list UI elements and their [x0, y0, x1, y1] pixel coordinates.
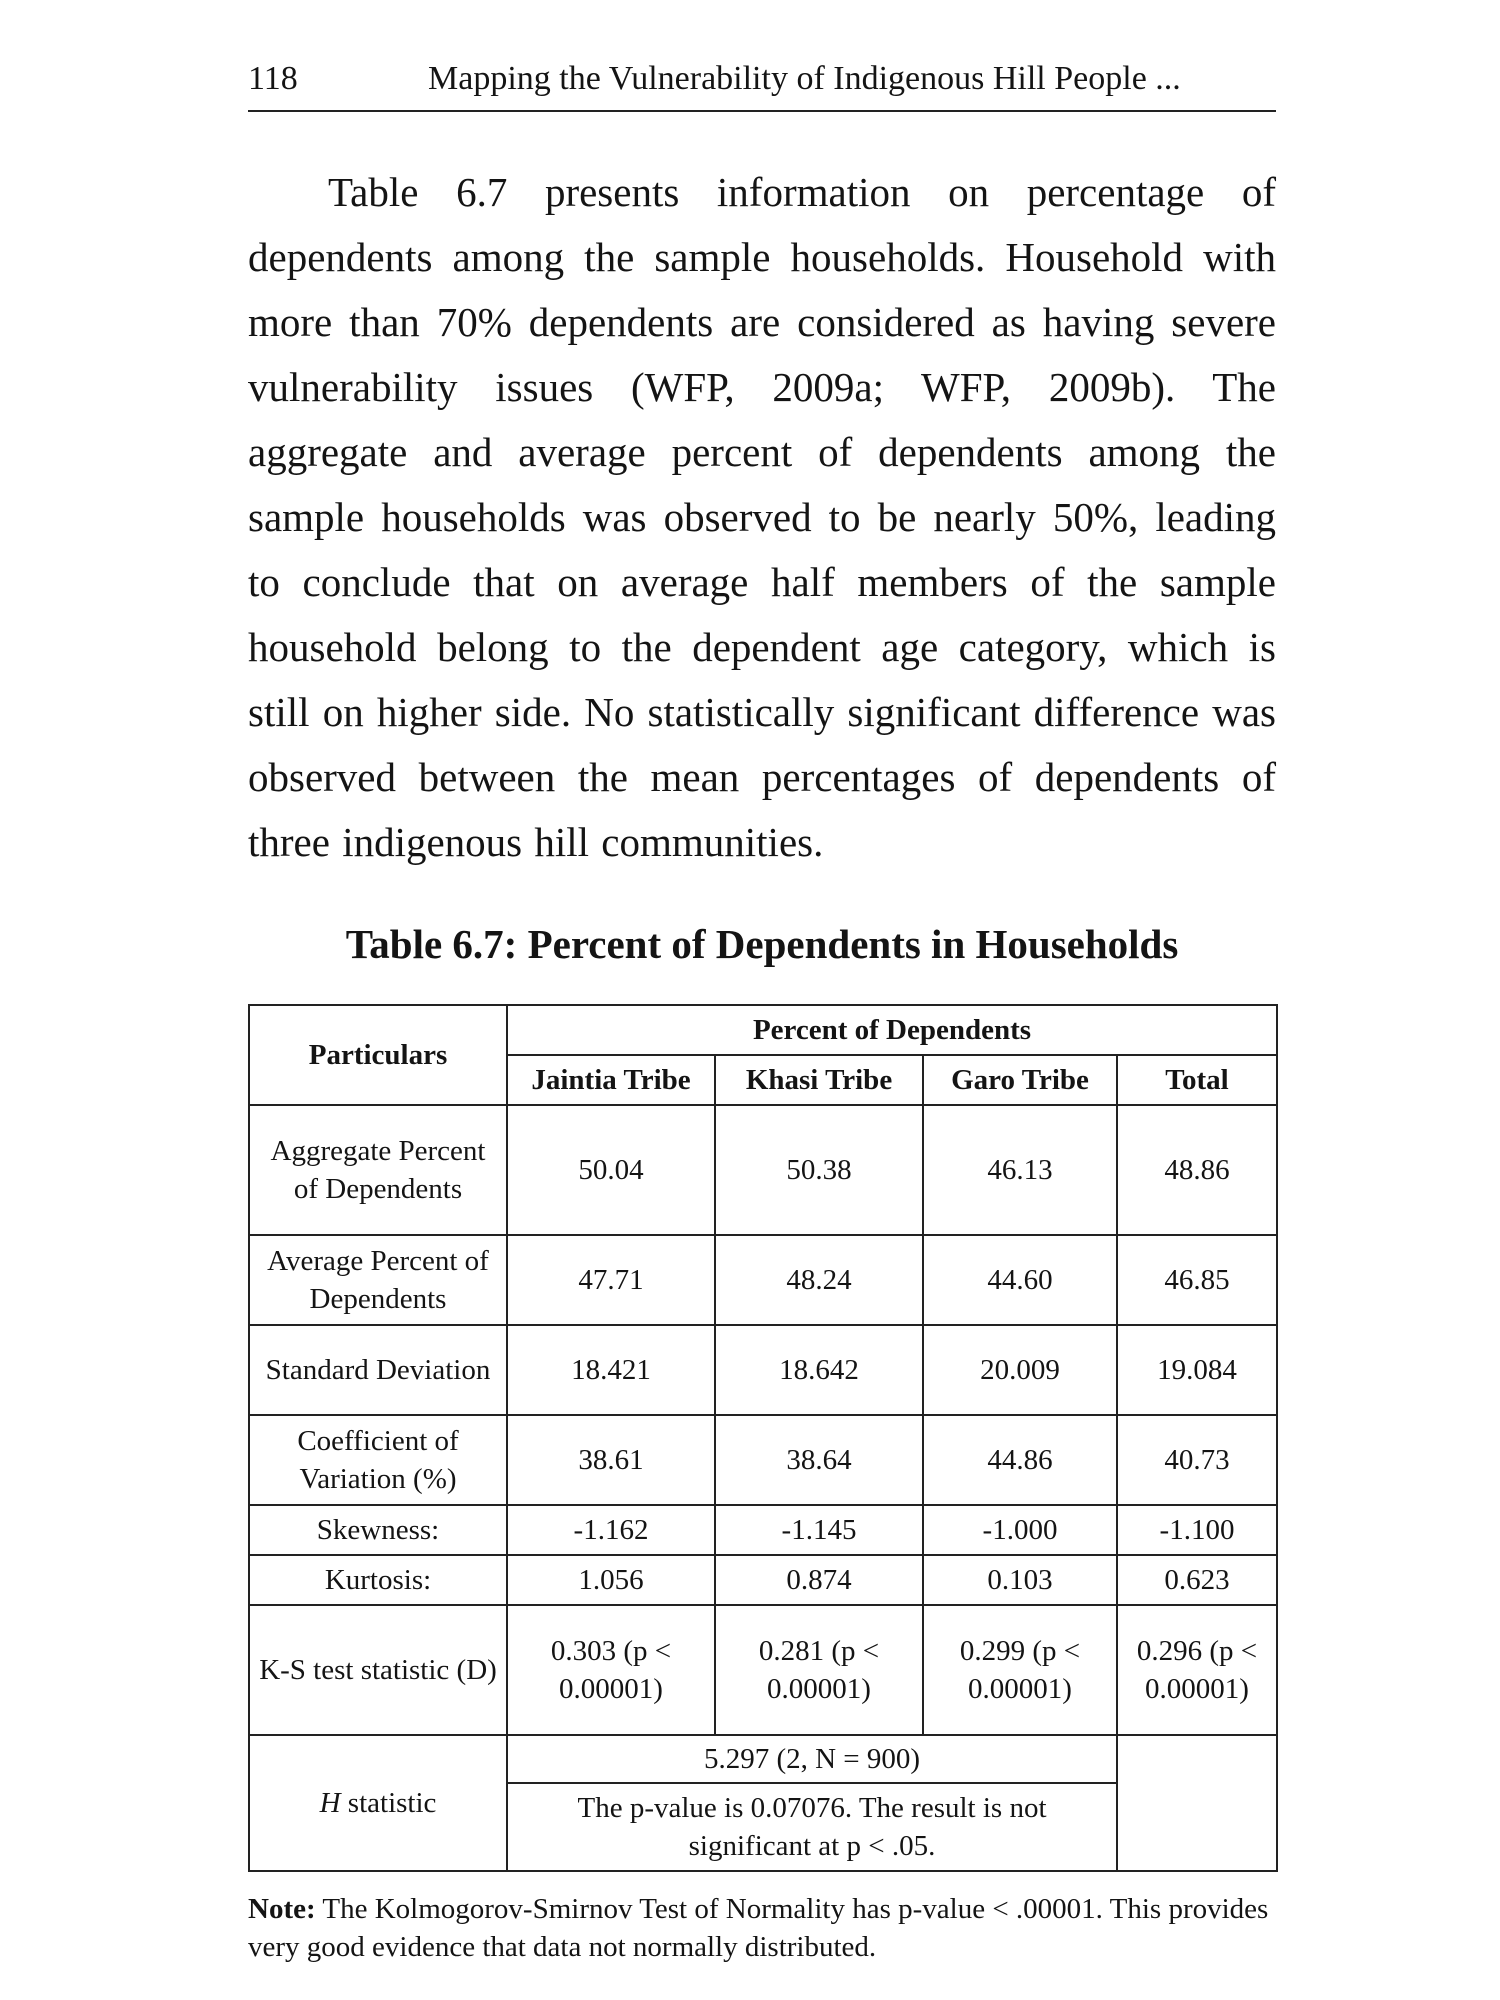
table-cell: 20.009 [923, 1325, 1117, 1415]
table-cell: 0.103 [923, 1555, 1117, 1605]
running-head [248, 60, 1276, 112]
table-cell: -1.100 [1117, 1505, 1277, 1555]
table-caption: Table 6.7: Percent of Dependents in Households [345, 921, 1179, 967]
table-row [249, 1605, 1277, 1735]
running-title: Mapping the Vulnerability of Indigenous Hill People ... [428, 60, 1181, 97]
table-cell: 19.084 [1117, 1325, 1277, 1415]
table-row [249, 1325, 1277, 1415]
h-statistic-row [249, 1735, 1277, 1783]
h-statistic-result: The p-value is 0.07076. The result is not significant at p < .05. [507, 1783, 1117, 1871]
table-cell: 44.86 [923, 1415, 1117, 1505]
table-cell: 40.73 [1117, 1415, 1277, 1505]
table-cell: 18.642 [715, 1325, 923, 1415]
table-cell: 46.13 [923, 1105, 1117, 1235]
row-label-h-statistic [249, 1735, 507, 1871]
table-note [248, 1890, 1276, 1966]
header-percent-of-dependents: Percent of Dependents [507, 1005, 1277, 1055]
table-cell: -1.000 [923, 1505, 1117, 1555]
table-cell: 0.299 (p < 0.00001) [923, 1605, 1117, 1735]
header-particulars: Particulars [249, 1005, 507, 1105]
h-statistic-value: 5.297 (2, N = 900) [507, 1735, 1117, 1783]
page [248, 60, 1276, 1966]
row-label: Skewness: [249, 1505, 507, 1555]
table-cell: 0.281 (p < 0.00001) [715, 1605, 923, 1735]
note-label: Note: [248, 1893, 316, 1925]
table-cell: 44.60 [923, 1235, 1117, 1325]
row-label: Coefficient of Variation (%) [249, 1415, 507, 1505]
h-label-rest: statistic [340, 1787, 437, 1819]
page-number: 118 [248, 60, 298, 97]
note-text: The Kolmogorov-Smirnov Test of Normality has p-value < .00001. This provides very good evidence that data not normally distributed. [248, 1893, 1269, 1963]
table-cell: 0.303 (p < 0.00001) [507, 1605, 715, 1735]
h-symbol: H [319, 1787, 341, 1819]
row-label: Kurtosis: [249, 1555, 507, 1605]
empty-cell [1117, 1735, 1277, 1871]
row-label: Average Percent of Dependents [249, 1235, 507, 1325]
table-cell: 48.24 [715, 1235, 923, 1325]
table-cell: 1.056 [507, 1555, 715, 1605]
column-header: Khasi Tribe [715, 1055, 923, 1105]
table-cell: 46.85 [1117, 1235, 1277, 1325]
row-label: Aggregate Percent of Dependents [249, 1105, 507, 1235]
table-cell: 0.874 [715, 1555, 923, 1605]
table-cell: 48.86 [1117, 1105, 1277, 1235]
table-row [249, 1555, 1277, 1605]
dependents-table [248, 1004, 1278, 1872]
table-cell: 18.421 [507, 1325, 715, 1415]
table-row [249, 1235, 1277, 1325]
table-cell: 0.296 (p < 0.00001) [1117, 1605, 1277, 1735]
table-cell: 50.38 [715, 1105, 923, 1235]
body-paragraph: Table 6.7 presents information on percentage of dependents among the sample households. Household with more than 70% dependents are considered as having severe vulnerability issues (WFP, 2009a; WFP, 2009b). The aggregate and average percent of dependents among the sample households was observed to be nearly 50%, leading to conclude that on average half members of the sample household belong to the dependent age category, which is still on higher side. No statistically significant difference was observed between the mean percentages of dependents of three indigenous hill communities. [248, 169, 1276, 865]
column-header: Garo Tribe [923, 1055, 1117, 1105]
table-cell: 50.04 [507, 1105, 715, 1235]
table-cell: 38.64 [715, 1415, 923, 1505]
table-row [249, 1505, 1277, 1555]
table-cell: -1.145 [715, 1505, 923, 1555]
table-row [249, 1105, 1277, 1235]
table-cell: 0.623 [1117, 1555, 1277, 1605]
row-label: Standard Deviation [249, 1325, 507, 1415]
row-label: K-S test statistic (D) [249, 1605, 507, 1735]
table-cell: 47.71 [507, 1235, 715, 1325]
table-cell: 38.61 [507, 1415, 715, 1505]
column-header: Total [1117, 1055, 1277, 1105]
table-row [249, 1415, 1277, 1505]
table-cell: -1.162 [507, 1505, 715, 1555]
column-header: Jaintia Tribe [507, 1055, 715, 1105]
